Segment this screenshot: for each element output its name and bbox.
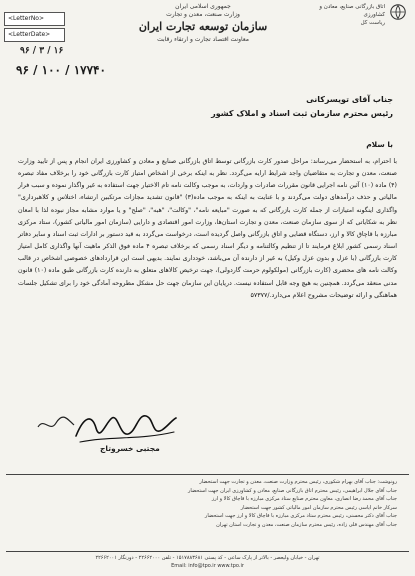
letterhead-title: سازمان توسعه تجارت ایران (138, 20, 268, 33)
letterhead-department: معاونت اقتصاد تجارت و ارتقاء رقابت (157, 36, 249, 43)
recipient-title: رئیس محترم سازمان ثبت اسناد و املاک کشور (211, 109, 393, 118)
letter-body: با احترام، به استحضار می‌رساند: مراحل صدور کارت بازرگانی توسط اتاق بازرگانی صنایع و معادن و کشاورزی ایران انجام و پس از تایید وزارت صنعت، معدن و تجارت به متقاضیان واجد شرایط ارایه می‌گردد. نظر به اینکه برخی از اشخاص امتیاز کارت بازرگانی خود را برخلاف مفاد تبصره (۴) ماده (۱۰) آئین نامه اجرایی قانون مقررات صادرات و واردات، به موجب وکالت نامه تام الاختیار جهت استفاده به غیر واگذار نموده و سبب فرار مالیاتی و حذف درآمدهای دولت می‌گردند و با عنایت به اینکه به موجب ماده(۳) "قانون تشدید مجازات مرتکبین ارتشاء، اختلاس و کلاهبرداری" واگذاری اینگونه امتیازات از جمله کارت بازرگانی که به صورت "مبایعه نامه"، "وکالت"، "هبه"، "صلح" و یا موارد مشابه مجاز نبوده لذا با امعان نظر به شکایاتی که از سوی سازمان صنعت، معدن و تجارت استان‌ها، وزارت امور اقتصادی و دارایی (سازمان امور مالیاتی کشور)، ستاد مرکزی مبارزه با قاچاق کالا و ارز، دستگاه قضایی و اتاق بازرگانی واصل گردیده است، درخواست می‌گردد به قید دستور بر ادارات ثبت اسناد و سایر دفاتر اسناد رسمی کشور ابلاغ فرمایند تا از تنظیم وکالتنامه و دیگر اسناد رسمی که برخلاف تبصره ۴ ماده فوق الذکر ماهیت آنها واگذاری کامل امتیاز کارت بازرگانی (با عزل و بدون عزل وکیل) به غیر از دارنده آن می‌باشد، خودداری نمایند. بدیهی است این قرارداد‌های خصوصی اشخاص در قالب وکالت نامه های محضری (کارت بازرگانی (مولکولوم حرمت گاردولی)، جهت ترخیص کالاهای متعلق به دارنده کارت بازرگانی طبق ماده (۱۰) قانون مدنی منعقد می‌گردد. همچنین به هیچ وجه قابل استفاده نیست. دریایان این سازمان جهت حل مشکل مطروحه آمادگی خود را برای تشکیل جلسات هماهنگی و ارائه توضیحات مشروح اعلام می‌دارد./۵۷۳۷۷ (18, 158, 398, 299)
signer-name: مجتبی خسروتاج (100, 444, 160, 453)
recipient-block (211, 93, 393, 121)
letterhead-country: جمهوری اسلامی ایران (175, 3, 231, 10)
letter-number-field: <LetterNo> (4, 12, 65, 26)
cc-item: سرکار خانم ایاسی رئیس محترم سازمان امور مالیاتی کشور جهت استحضار (240, 504, 397, 511)
cc-item: جناب آقای جلال ابراهیمی، رئیس محترم اتاق بازرگانی صنایع، معادن و کشاورزی ایران جهت استحضار (188, 487, 397, 494)
handwritten-date: ۹۶ / ۳ / ۱۶ (20, 46, 64, 56)
footer-contact: Email: info@tpo.ir www.tpo.ir (171, 563, 244, 569)
footer (8, 554, 407, 570)
cc-item: رونوشت: جناب آقای بهرام شکوری، رئیس محترم وزارت صنعت، معدن و تجارت جهت استحضار (199, 479, 397, 485)
letterhead-ministry: وزارت صنعت، معدن و تجارت (166, 11, 240, 18)
recipient-name: جناب آقای تویسرکانی (306, 95, 393, 104)
chamber-office: ریاست کل (360, 20, 385, 26)
letterhead-center (118, 2, 288, 44)
letter-date-field: <LetterDate> (4, 28, 65, 42)
salutation: با سلام (366, 140, 393, 149)
cc-item: جناب آقای مهندس قلی زاده، رئیس محترم سازمان صنعت، معدن و تجارت استان تهران (216, 521, 397, 528)
footer-address: تهران - خیابان ولیعصر - بالاتر از پارک ساعی - کد پستی ۱۵۱۷۸۸۳۶۸۱ - تلفن ۲۲۶۶۲۰۰۰ - دورنگار ۲۲۶۶۲۰۰۱ (95, 555, 320, 561)
chamber-name: اتاق بازرگانی صنایع، معادن و کشاورزی (319, 4, 385, 18)
cc-item: جناب آقای محمد رضا انصاری، معاون محترم صنایع ستاد مرکزی مبارزه با قاچاق کالا و ارز (211, 496, 397, 503)
cc-divider (6, 474, 409, 475)
letterhead-right (317, 3, 407, 27)
footer-divider (6, 551, 409, 552)
cc-item: جناب آقای دکتر محسنی، رئیس محترم ستاد مرکزی مبارزه با قاچاق کالا و ارز جهت استحضار (204, 513, 397, 520)
handwritten-number: ۹۶ / ۱۰۰ / ۱۷۷۴۰ (16, 63, 106, 77)
emblem-icon (389, 3, 407, 21)
cc-list (22, 478, 397, 530)
